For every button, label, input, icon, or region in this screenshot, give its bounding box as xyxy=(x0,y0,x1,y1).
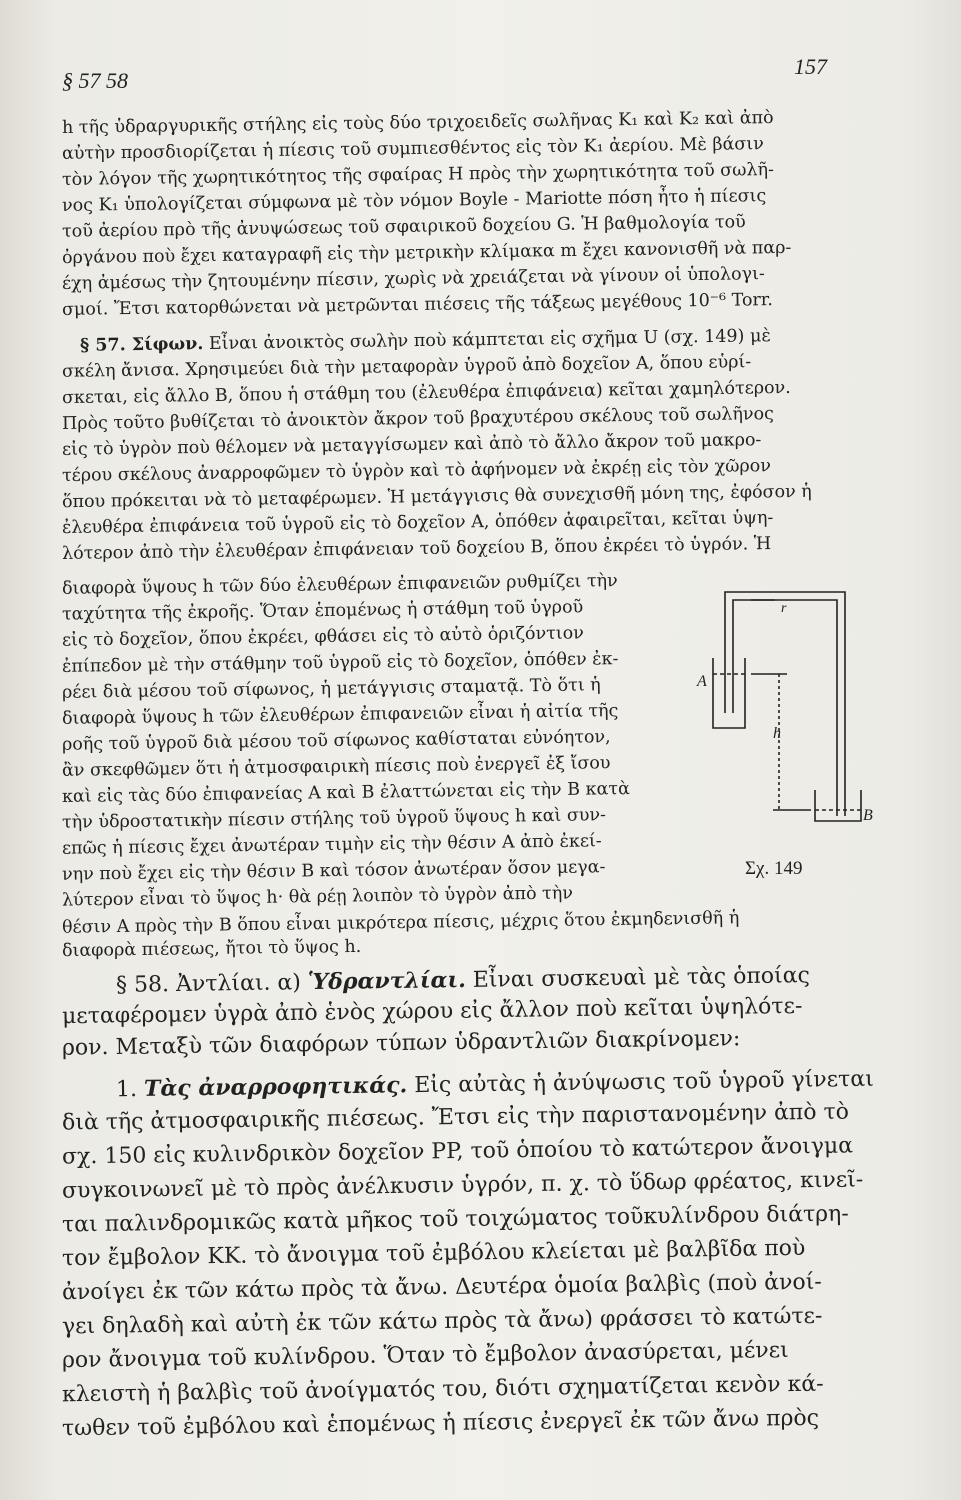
text-line: εἰς τὸ ὑγρὸν ποὺ θέλομεν νὰ μεταγγίσωμεν καὶ ἀπὸ τὸ ἄλλο ἄκρον τοῦ μακρο- xyxy=(61,430,762,460)
text-line: ρον. Μεταξὺ τῶν διαφόρων τύπων ὑδραντλιῶν διακρίνομεν: xyxy=(61,1026,741,1061)
text-line: καὶ εἰς τὰς δύο ἐπιφανείας A καὶ B ἐλαττώνεται εἰς τὴν B κατὰ xyxy=(61,779,631,807)
section-58-first-line: § 58. Ἀντλίαι. α) Ὑδραντλίαι. Εἶναι συσκευαὶ μὲ τὰς ὁποίας xyxy=(115,963,811,998)
section-57-heading: § 57. Σίφων. xyxy=(79,334,204,356)
text-line: ἀνοίγει ἐκ τῶν κάτω πρὸς τὰ ἄνω. Δευτέρα ὁμοία βαλβὶς (ποὺ ἀνοί- xyxy=(61,1269,822,1306)
text-line: νος K₁ ὑπολογίζεται σύμφωνα μὲ τὸν νόμον Boyle - Mariotte πόση ἦτο ἡ πίεσις xyxy=(61,186,767,216)
text-line: σμοί. Ἔτσι κατορθώνεται νὰ μετρῶνται πιέσεις τῆς τάξεως μεγέθους 10⁻⁶ Torr. xyxy=(61,290,773,320)
text-line: h τῆς ὑδραργυρικῆς στήλης εἰς τοὺς δύο τριχοειδεῖς σωλῆνας K₁ καὶ K₂ καὶ ἀπὸ xyxy=(61,108,774,138)
section-reference: § 57 58 xyxy=(62,68,128,93)
text-line: ἐπίπεδον μὲ τὴν στάθμην τοῦ ὑγροῦ εἰς τὸ δοχεῖον, ὁπόθεν ἐκ- xyxy=(61,649,619,677)
text-line: διαφορὰ πιέσεως, ἤτοι τὸ ὕψος h. xyxy=(61,936,362,962)
item-1-first-line: 1. Τὰς ἀναρροφητικάς. Εἰς αὐτὰς ἡ ἀνύψωσις τοῦ ὑγροῦ γίνεται xyxy=(115,1066,874,1103)
text-line: ἐλευθέρα ἐπιφάνεια τοῦ ὑγροῦ εἰς τὸ δοχεῖον A, ὁπόθεν ἀφαιρεῖται, κεῖται ὑψη- xyxy=(61,508,774,538)
figure-caption: Σχ. 149 xyxy=(745,858,803,879)
text-line: νην ποὺ ἔχει εἰς τὴν θέσιν B καὶ τόσον ἀνωτέραν ὅσον μεγα- xyxy=(61,857,606,885)
text-line: ἂν σκεφθῶμεν ὅτι ἡ ἀτμοσφαιρικὴ πίεσις ποὺ ἐνεργεῖ ἐξ ἴσου xyxy=(61,753,611,781)
text-line: διαφορὰ ὕψους h τῶν ἐλευθέρων ἐπιφανειῶν εἶναι ἡ αἰτία τῆς xyxy=(61,701,619,729)
item-1-heading: Τὰς ἀναρροφητικάς. xyxy=(143,1072,408,1102)
vessel-b xyxy=(815,790,861,821)
text-line: μεταφέρομεν ὑγρὰ ἀπὸ ἑνὸς χώρου εἰς ἄλλον ποὺ κεῖται ὑψηλότε- xyxy=(61,993,803,1030)
text-line: ταχύτητα τῆς ἐκροῆς. Ὅταν ἑπομένως ἡ στάθμη τοῦ ὑγροῦ xyxy=(61,597,584,625)
figure-label-h: h xyxy=(773,725,781,742)
figure-label-a: A xyxy=(697,673,707,690)
text-line: σχ. 150 εἰς κυλινδρικὸν δοχεῖον PP, τοῦ ὁποίου τὸ κατώτερον ἄνοιγμα xyxy=(61,1133,854,1170)
text-line: συγκοινωνεῖ μὲ τὸ πρὸς ἀνέλκυσιν ὑγρόν, π. χ. τὸ ὕδωρ φρέατος, κινεῖ- xyxy=(61,1167,864,1204)
text-line: τὸν λόγον τῆς χωρητικότητος τῆς σφαίρας H πρὸς τὴν χωρητικότητα τοῦ σωλῆ- xyxy=(61,160,775,190)
text-line: τοῦ ἀερίου πρὸ τῆς ἀνυψώσεως τοῦ σφαιρικοῦ δοχείου G. Ἡ βαθμολογία τοῦ xyxy=(61,212,746,242)
text-line: διὰ τῆς ἀτμοσφαιρικῆς πιέσεως. Ἔτσι εἰς τὴν παριστανομένην ἀπὸ τὸ xyxy=(61,1099,850,1136)
text-line: ὅπου πρόκειται νὰ τὸ μεταφέρωμεν. Ἡ μετάγγισις θὰ συνεχισθῆ μόνη της, ἐφόσον ἡ xyxy=(61,481,812,513)
text-line: επῶς ἡ πίεσις ἔχει ἀνωτέραν τιμὴν εἰς τὴν θέσιν A ἀπὸ ἐκεί- xyxy=(61,831,602,859)
text-line: ρέει διὰ μέσου τοῦ σίφωνος, ἡ μετάγγισις σταματᾷ. Τὸ ὅτι ἡ xyxy=(61,675,601,703)
text-line: σκεται, εἰς ἄλλο B, ὅπου ἡ στάθμη του (ἐλευθέρα ἐπιφάνεια) κεῖται χαμηλότερον. xyxy=(61,377,791,409)
siphon-tube-outer xyxy=(725,592,845,816)
text-line: αὐτὴν προσδιορίζεται ἡ πίεσις τοῦ συμπιεσθέντος εἰς τὸν K₁ ἀερίου. Μὲ βάσιν xyxy=(61,134,764,164)
page-number: 157 xyxy=(794,54,827,79)
text-line: σκέλη ἄνισα. Χρησιμεύει διὰ τὴν μεταφορὰν ὑγροῦ ἀπὸ δοχεῖον A, ὅπου εὑρί- xyxy=(61,352,752,382)
text-line: ται παλινδρομικῶς κατὰ μῆκος τοῦ τοιχώματος τοῦκυλίνδρου διάτρη- xyxy=(61,1201,849,1238)
text-line: ὀργάνου ποὺ ἔχει καταγραφῆ εἰς τὴν μετρικὴν κλίμακα m ἔχει κανονισθῆ νὰ παρ- xyxy=(61,237,792,269)
text-line: έχη ἀμέσως τὴν ζητουμένην πίεσιν, χωρὶς νὰ χρειάζεται νὰ γίνουν οἱ ὑπολογι- xyxy=(61,264,765,294)
text-line: γει δηλαδὴ καὶ αὐτὴ ἐκ τῶν κάτω πρὸς τὰ ἄνω) φράσσει τὸ κατώτε- xyxy=(61,1303,823,1340)
text-line: θέσιν A πρὸς τὴν B ὅπου εἶναι μικρότερα πίεσις, μέχρις ὅτου ἐκμηδενισθῆ ἡ xyxy=(61,908,740,938)
section-57-first-line: § 57. Σίφων. Εἶναι ἀνοικτὸς σωλὴν ποὺ κάμπτεται εἰς σχῆμα U (σχ. 149) μὲ xyxy=(79,326,771,356)
figure-label-b: B xyxy=(863,807,873,824)
text-line: τὴν ὑδροστατικὴν πίεσιν στήλης τοῦ ὑγροῦ ὕψους h καὶ συν- xyxy=(61,805,607,833)
figure-label-r: r xyxy=(781,601,787,616)
text-line: ροῆς τοῦ ὑγροῦ διὰ μέσου τοῦ σίφωνος καθίσταται εὐνόητον, xyxy=(61,727,611,755)
section-58-heading: § 58. Ἀντλίαι. α) xyxy=(115,970,309,998)
text-line: τέρου σκέλους ἀναρροφῶμεν τὸ ὑγρὸν καὶ τὸ ἀφήνομεν νὰ ἐκρέῃ εἰς τὸν χῶρον xyxy=(61,456,772,486)
siphon-tube-inner xyxy=(733,600,837,816)
subsection-heading: Ὑδραντλίαι. xyxy=(307,966,466,996)
text-line: Πρὸς τοῦτο βυθίζεται τὸ ἀνοικτὸν ἄκρον τοῦ βραχυτέρου σκέλους τοῦ σωλῆνος xyxy=(61,404,775,434)
text-line: κλειστὴ ἡ βαλβὶς τοῦ ἀνοίγματός του, διότι σχηματίζεται κενὸν κά- xyxy=(61,1371,824,1408)
text-line: λότερον ἀπὸ τὴν ἐλευθέραν ἐπιφάνειαν τοῦ δοχείου B, ὅπου ἐκρέει τὸ ὑγρόν. Ἡ xyxy=(61,534,772,564)
text-line: εἰς τὸ δοχεῖον, ὅπου ἐκρέει, φθάσει εἰς τὸ αὐτὸ ὁριζόντιον xyxy=(61,623,585,651)
text-line: διαφορὰ ὕψους h τῶν δύο ἐλευθέρων ἐπιφανειῶν ρυθμίζει τὴν xyxy=(61,571,618,599)
text-line: ρον ἄνοιγμα τοῦ κυλίνδρου. Ὅταν τὸ ἔμβολον ἀνασύρεται, μένει xyxy=(61,1337,789,1374)
text-line: τον ἔμβολον KK. τὸ ἄνοιγμα τοῦ ἐμβόλου κλείεται μὲ βαλβῖδα ποὺ xyxy=(61,1235,806,1272)
text-line: λύτερον εἶναι τὸ ὕψος h· θὰ ρέῃ λοιπὸν τὸ ὑγρὸν ἀπὸ τὴν xyxy=(61,883,574,911)
vessel-a xyxy=(713,658,745,728)
siphon-figure xyxy=(693,578,883,848)
text-line: τωθεν τοῦ ἐμβόλου καὶ ἑπομένως ἡ πίεσις ἐνεργεῖ ἐκ τῶν ἄνω πρὸς xyxy=(61,1405,820,1442)
